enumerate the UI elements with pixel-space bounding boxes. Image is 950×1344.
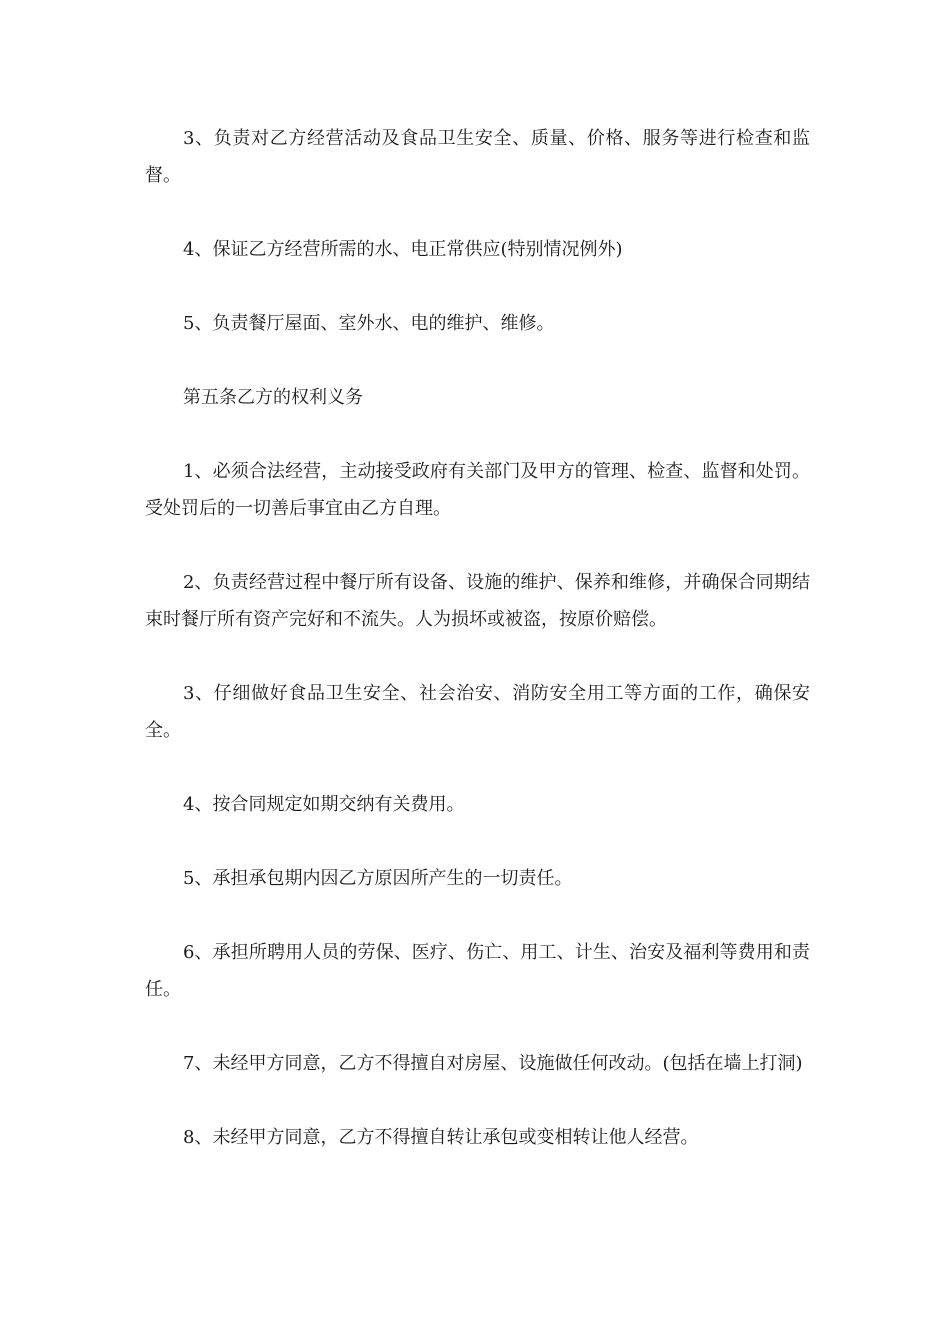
section-heading-article-5: 第五条乙方的权利义务 [183,387,363,408]
paragraph-item-4-fees: 4、按合同规定如期交纳有关费用。 [183,794,465,815]
paragraph-item-5-maintenance: 5、负责餐厅屋面、室外水、电的维护、维修。 [183,313,555,334]
paragraph-item-5-liability: 5、承担承包期内因乙方原因所产生的一切责任。 [183,868,573,889]
paragraph-item-3-safety: 3、仔细做好食品卫生安全、社会治安、消防安全用工等方面的工作，确保安全。 [145,683,810,741]
document-body [145,120,810,1193]
paragraph-item-8-no-transfer: 8、未经甲方同意，乙方不得擅自转让承包或变相转让他人经营。 [183,1127,699,1148]
paragraph-item-1-legal-operation: 1、必须合法经营，主动接受政府有关部门及甲方的管理、检查、监督和处罚。受处罚后的一切善后事宜由乙方自理。 [145,461,810,519]
paragraph-item-4-utilities: 4、保证乙方经营所需的水、电正常供应(特别情况例外) [183,239,623,260]
paragraph-item-6-staff-costs: 6、承担所聘用人员的劳保、医疗、伤亡、用工、计生、治安及福利等费用和责任。 [145,942,810,1000]
paragraph-item-7-no-alterations: 7、未经甲方同意，乙方不得擅自对房屋、设施做任何改动。(包括在墙上打洞) [183,1053,803,1074]
paragraph-item-2-equipment: 2、负责经营过程中餐厅所有设备、设施的维护、保养和维修，并确保合同期结束时餐厅所有资产完好和不流失。人为损坏或被盗，按原价赔偿。 [145,572,810,630]
paragraph-item-3-supervision: 3、负责对乙方经营活动及食品卫生安全、质量、价格、服务等进行检查和监督。 [145,128,810,186]
